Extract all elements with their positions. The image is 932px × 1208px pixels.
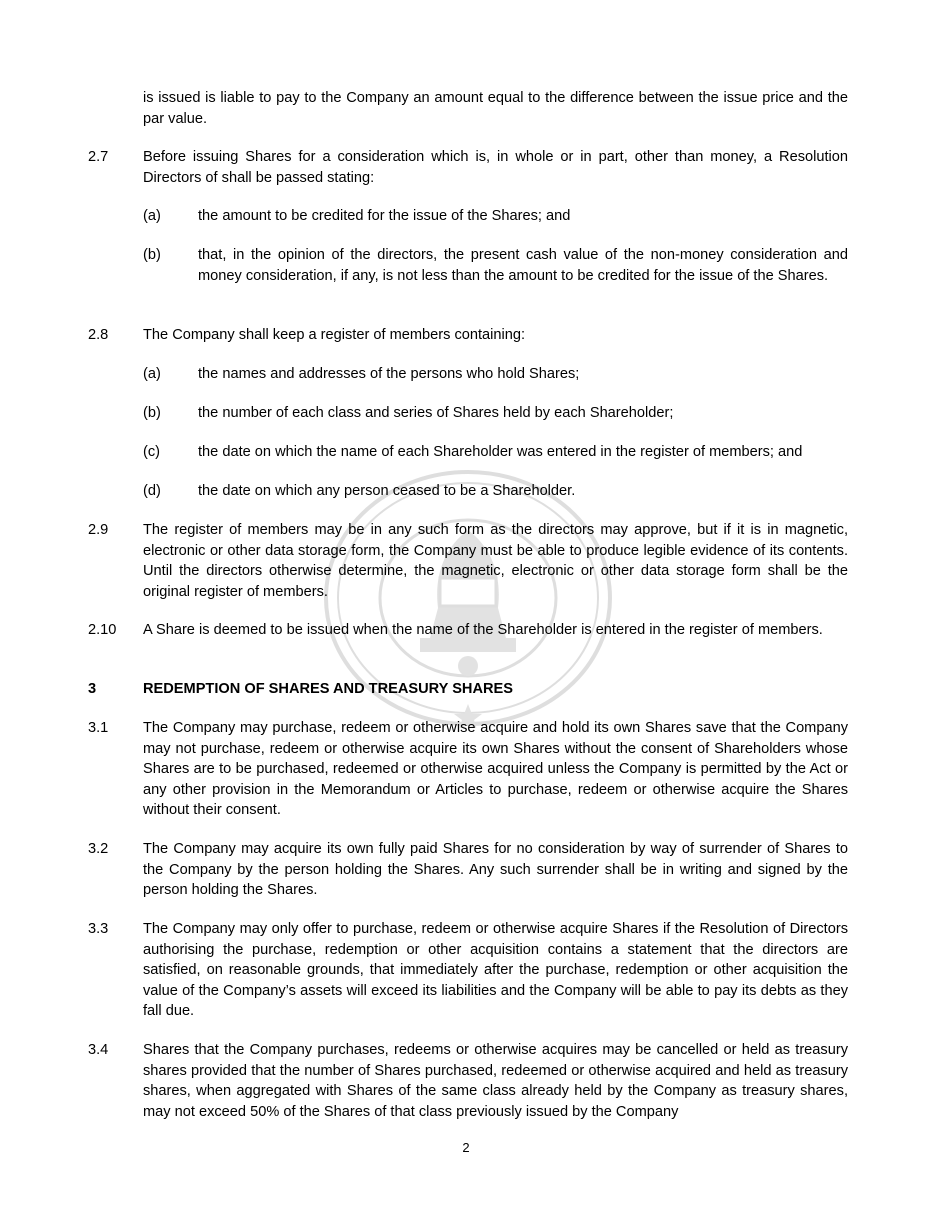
clause-number: 2.10: [88, 622, 117, 638]
subclause-text: that, in the opinion of the directors, the present cash value of the non-money consideration and money consideration, if any, is not less than the amount to be credited for the issue of the Shares.: [198, 247, 848, 284]
clause-2-8-a: [143, 364, 848, 385]
clause-number: 2.7: [88, 149, 109, 165]
section-number: 3: [88, 681, 97, 697]
clause-number: 2.9: [88, 522, 109, 538]
section-title: REDEMPTION OF SHARES AND TREASURY SHARES: [143, 681, 514, 697]
clause-number: 3.4: [88, 1042, 109, 1058]
clause-2-7-a: [143, 206, 848, 227]
intro-paragraph: [88, 88, 848, 129]
clause-text: The Company may acquire its own fully paid Shares for no consideration by way of surrender of Shares to the Company by the person holding the Shares. Any such surrender shall be in writing and signed by the person holding the Shares.: [143, 841, 848, 898]
clause-number: 3.3: [88, 921, 109, 937]
clause-3-2: [88, 839, 848, 901]
clause-2-7-b: [143, 245, 848, 286]
subclause-text: the names and addresses of the persons who hold Shares;: [198, 366, 580, 382]
clause-2-7: [88, 147, 848, 188]
subclause-text: the date on which any person ceased to be a Shareholder.: [198, 483, 576, 499]
clause-text: Before issuing Shares for a consideration which is, in whole or in part, other than money, a Resolution Directors of shall be passed stating:: [143, 149, 848, 186]
clause-2-8: [88, 325, 848, 346]
paragraph-text: is issued is liable to pay to the Company an amount equal to the difference between the issue price and the par value.: [143, 90, 848, 127]
clause-number: 3.1: [88, 720, 109, 736]
clause-3-4: [88, 1040, 848, 1122]
subclause-number: (b): [143, 247, 161, 263]
clause-text: The Company shall keep a register of members containing:: [143, 327, 526, 343]
subclause-number: (b): [143, 405, 161, 421]
clause-2-8-c: [143, 442, 848, 463]
clause-2-9: [88, 520, 848, 602]
page-number: 2: [462, 1140, 470, 1155]
clause-number: 3.2: [88, 841, 109, 857]
clause-number: 2.8: [88, 327, 109, 343]
clause-text: A Share is deemed to be issued when the name of the Shareholder is entered in the register of members.: [143, 622, 823, 638]
clause-text: The Company may purchase, redeem or otherwise acquire and hold its own Shares save that the Company may not purchase, redeem or otherwise acquire its own Shares without the consent of Shareholders whose Shares are to be purchased, redeemed or otherwise acquired unless the Company is permitted by the Act or any other provision in the Memorandum or Articles to purchase, redeem or otherwise acquire the Shares without their consent.: [143, 720, 848, 818]
section-3-heading: [88, 679, 848, 700]
clause-3-1: [88, 718, 848, 821]
subclause-number: (c): [143, 444, 161, 460]
clause-text: The Company may only offer to purchase, redeem or otherwise acquire Shares if the Resolution of Directors authorising the purchase, redemption or other acquisition contains a statement that the directors are satisfied, on reasonable grounds, that immediately after the purchase, redemption or other acquisition the value of the Company’s assets will exceed its liabilities and the Company will be able to pay its debts as they fall due.: [143, 921, 848, 1019]
clause-2-8-b: [143, 403, 848, 424]
subclause-text: the amount to be credited for the issue of the Shares; and: [198, 208, 571, 224]
subclause-text: the number of each class and series of Shares held by each Shareholder;: [198, 405, 674, 421]
subclause-number: (a): [143, 208, 161, 224]
subclause-number: (a): [143, 366, 161, 382]
subclause-number: (d): [143, 483, 161, 499]
clause-2-10: [88, 620, 848, 641]
clause-2-8-d: [143, 481, 848, 502]
clause-text: Shares that the Company purchases, redeems or otherwise acquires may be cancelled or held as treasury shares provided that the number of Shares purchased, redeemed or otherwise acquired and held as treasury shares, when aggregated with Shares of the same class already held by the Company as treasury shares, may not exceed 50% of the Shares of that class previously issued by the Company: [143, 1042, 848, 1120]
subclause-text: the date on which the name of each Shareholder was entered in the register of members; and: [198, 444, 803, 460]
clause-text: The register of members may be in any such form as the directors may approve, but if it is in magnetic, electronic or other data storage form, the Company must be able to produce legible evidence of its contents. Until the directors otherwise determine, the magnetic, electronic or other data storage form shall be the original register of members.: [143, 522, 848, 600]
clause-3-3: [88, 919, 848, 1022]
